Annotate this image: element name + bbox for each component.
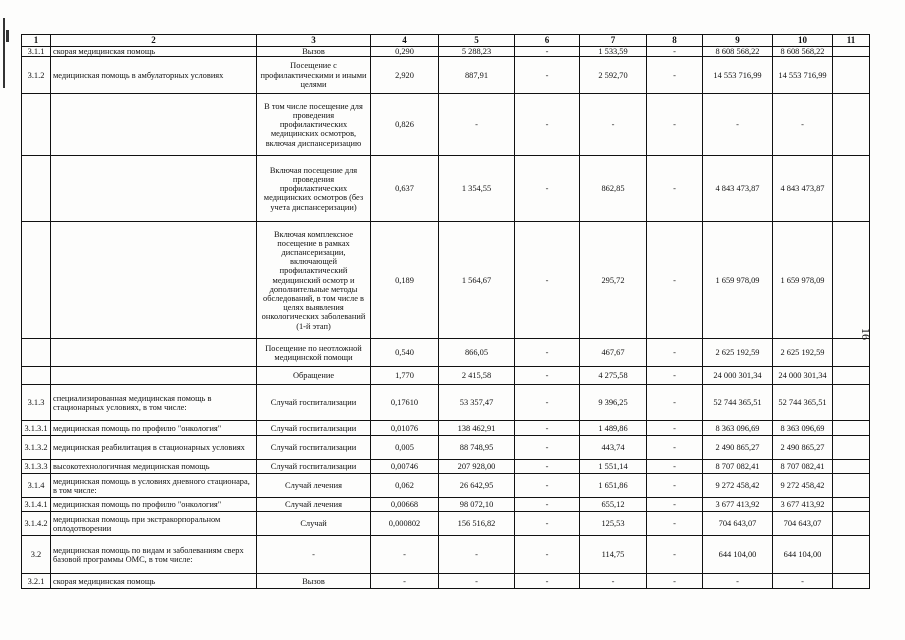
cell-col11: [833, 421, 870, 436]
cell-col8: -: [647, 367, 703, 385]
cell-col6: -: [515, 498, 580, 512]
row-name: специализированная медицинская помощь в стационарных условиях, в том числе:: [51, 385, 257, 421]
cell-col6: -: [515, 156, 580, 222]
cell-col5: -: [439, 574, 515, 589]
cell-col6: -: [515, 47, 580, 57]
cell-col4: 0,000802: [371, 512, 439, 536]
header-cell: 4: [371, 35, 439, 47]
header-cell: 6: [515, 35, 580, 47]
cell-col10: 704 643,07: [773, 512, 833, 536]
cell-col11: [833, 47, 870, 57]
cell-col6: -: [515, 574, 580, 589]
scan-artifact: [3, 18, 5, 88]
row-unit: Случай госпитализации: [257, 421, 371, 436]
cell-col8: -: [647, 421, 703, 436]
row-unit: Случай госпитализации: [257, 436, 371, 460]
cell-col8: -: [647, 498, 703, 512]
row-unit: -: [257, 536, 371, 574]
cell-col5: 156 516,82: [439, 512, 515, 536]
table-row: [22, 367, 870, 385]
cell-col8: -: [647, 156, 703, 222]
scan-artifact: [6, 30, 9, 42]
row-name: медицинская помощь в условиях дневного стационара, в том числе:: [51, 474, 257, 498]
cell-col7: 295,72: [580, 222, 647, 339]
table-row: [22, 385, 870, 421]
row-unit: Включая посещение для проведения профилактических медицинских осмотров (без учета диспансеризации): [257, 156, 371, 222]
row-name: [51, 156, 257, 222]
cell-col9: 14 553 716,99: [703, 57, 773, 94]
cell-col7: 467,67: [580, 339, 647, 367]
cell-col9: 8 363 096,69: [703, 421, 773, 436]
cell-col10: 8 707 082,41: [773, 460, 833, 474]
row-name: медицинская помощь по профилю "онкология": [51, 421, 257, 436]
row-code: [22, 156, 51, 222]
cell-col9: 644 104,00: [703, 536, 773, 574]
cell-col10: 52 744 365,51: [773, 385, 833, 421]
cell-col10: 2 490 865,27: [773, 436, 833, 460]
row-unit: Случай госпитализации: [257, 385, 371, 421]
cell-col6: -: [515, 512, 580, 536]
cell-col11: [833, 385, 870, 421]
row-code: 3.1.4.2: [22, 512, 51, 536]
row-name: [51, 367, 257, 385]
cell-col9: 9 272 458,42: [703, 474, 773, 498]
cell-col10: 4 843 473,87: [773, 156, 833, 222]
cell-col7: -: [580, 94, 647, 156]
row-code: 3.1.3.1: [22, 421, 51, 436]
cell-col6: -: [515, 421, 580, 436]
cell-col7: 114,75: [580, 536, 647, 574]
cell-col5: 1 564,67: [439, 222, 515, 339]
table-row: [22, 47, 870, 57]
cell-col4: 0,637: [371, 156, 439, 222]
cell-col4: 0,01076: [371, 421, 439, 436]
cell-col7: 1 651,86: [580, 474, 647, 498]
cell-col7: 1 551,14: [580, 460, 647, 474]
cell-col11: [833, 498, 870, 512]
row-unit: В том числе посещение для проведения профилактических медицинских осмотров, включая диспансеризацию: [257, 94, 371, 156]
row-unit: Случай лечения: [257, 498, 371, 512]
cell-col10: 644 104,00: [773, 536, 833, 574]
header-cell: 3: [257, 35, 371, 47]
cell-col7: 9 396,25: [580, 385, 647, 421]
header-row: [22, 35, 870, 47]
cell-col9: 704 643,07: [703, 512, 773, 536]
cell-col5: 138 462,91: [439, 421, 515, 436]
cell-col10: -: [773, 574, 833, 589]
cell-col9: 52 744 365,51: [703, 385, 773, 421]
cell-col4: 0,826: [371, 94, 439, 156]
cell-col9: -: [703, 574, 773, 589]
cell-col9: 24 000 301,34: [703, 367, 773, 385]
cell-col8: -: [647, 474, 703, 498]
cell-col8: -: [647, 57, 703, 94]
header-cell: 2: [51, 35, 257, 47]
row-code: 3.1.3: [22, 385, 51, 421]
cell-col7: 1 489,86: [580, 421, 647, 436]
cell-col8: -: [647, 436, 703, 460]
cell-col11: [833, 156, 870, 222]
cell-col7: 862,85: [580, 156, 647, 222]
header-cell: 5: [439, 35, 515, 47]
cell-col8: -: [647, 385, 703, 421]
row-code: 3.2.1: [22, 574, 51, 589]
header-cell: 9: [703, 35, 773, 47]
row-name: скорая медицинская помощь: [51, 574, 257, 589]
cell-col7: 125,53: [580, 512, 647, 536]
cell-col4: 0,290: [371, 47, 439, 57]
row-unit: Вызов: [257, 47, 371, 57]
cell-col10: 9 272 458,42: [773, 474, 833, 498]
cell-col5: -: [439, 94, 515, 156]
table-row: [22, 222, 870, 339]
row-name: [51, 222, 257, 339]
cell-col11: [833, 94, 870, 156]
cell-col6: -: [515, 436, 580, 460]
cell-col4: 0,005: [371, 436, 439, 460]
row-code: [22, 94, 51, 156]
cell-col11: [833, 222, 870, 339]
row-code: 3.2: [22, 536, 51, 574]
row-name: медицинская помощь в амбулаторных условиях: [51, 57, 257, 94]
row-unit: Случай лечения: [257, 474, 371, 498]
header-cell: 7: [580, 35, 647, 47]
header-cell: 8: [647, 35, 703, 47]
cell-col9: 1 659 978,09: [703, 222, 773, 339]
cell-col9: 2 490 865,27: [703, 436, 773, 460]
cell-col6: -: [515, 339, 580, 367]
table-row: [22, 436, 870, 460]
cell-col9: 8 707 082,41: [703, 460, 773, 474]
cell-col6: -: [515, 385, 580, 421]
cell-col9: 3 677 413,92: [703, 498, 773, 512]
cell-col8: -: [647, 536, 703, 574]
cell-col4: -: [371, 574, 439, 589]
cell-col8: -: [647, 460, 703, 474]
row-name: медицинская реабилитация в стационарных условиях: [51, 436, 257, 460]
row-name: медицинская помощь по профилю "онкология": [51, 498, 257, 512]
table-row: [22, 536, 870, 574]
row-code: 3.1.3.2: [22, 436, 51, 460]
table-row: [22, 339, 870, 367]
cell-col5: 207 928,00: [439, 460, 515, 474]
row-unit: Случай: [257, 512, 371, 536]
table-row: [22, 421, 870, 436]
cell-col7: 1 533,59: [580, 47, 647, 57]
table-row: [22, 94, 870, 156]
row-unit: Вызов: [257, 574, 371, 589]
cell-col10: 8 608 568,22: [773, 47, 833, 57]
cell-col11: [833, 339, 870, 367]
cell-col10: -: [773, 94, 833, 156]
cell-col10: 3 677 413,92: [773, 498, 833, 512]
header-cell: 11: [833, 35, 870, 47]
cell-col11: [833, 512, 870, 536]
cell-col5: 98 072,10: [439, 498, 515, 512]
financing-table: [21, 34, 870, 589]
cell-col4: 0,062: [371, 474, 439, 498]
cell-col4: 0,189: [371, 222, 439, 339]
cell-col5: 5 288,23: [439, 47, 515, 57]
row-unit: Посещение по неотложной медицинской помощи: [257, 339, 371, 367]
cell-col4: 2,920: [371, 57, 439, 94]
cell-col8: -: [647, 339, 703, 367]
cell-col6: -: [515, 222, 580, 339]
row-unit: Посещение с профилактическими и иными целями: [257, 57, 371, 94]
row-name: [51, 339, 257, 367]
cell-col7: 4 275,58: [580, 367, 647, 385]
cell-col5: 887,91: [439, 57, 515, 94]
row-code: [22, 339, 51, 367]
cell-col5: 88 748,95: [439, 436, 515, 460]
table-row: [22, 498, 870, 512]
cell-col7: 2 592,70: [580, 57, 647, 94]
row-name: скорая медицинская помощь: [51, 47, 257, 57]
cell-col11: [833, 474, 870, 498]
cell-col10: 1 659 978,09: [773, 222, 833, 339]
row-code: 3.1.3.3: [22, 460, 51, 474]
cell-col8: -: [647, 222, 703, 339]
row-unit: Случай госпитализации: [257, 460, 371, 474]
cell-col10: 8 363 096,69: [773, 421, 833, 436]
cell-col5: 1 354,55: [439, 156, 515, 222]
cell-col11: [833, 460, 870, 474]
row-code: 3.1.4: [22, 474, 51, 498]
cell-col11: [833, 536, 870, 574]
row-name: высокотехнологичная медицинская помощь: [51, 460, 257, 474]
cell-col7: 655,12: [580, 498, 647, 512]
cell-col11: [833, 57, 870, 94]
row-name: медицинская помощь при экстракорпоральном оплодотворении: [51, 512, 257, 536]
cell-col11: [833, 367, 870, 385]
cell-col9: 8 608 568,22: [703, 47, 773, 57]
cell-col5: -: [439, 536, 515, 574]
header-cell: 1: [22, 35, 51, 47]
cell-col4: 0,17610: [371, 385, 439, 421]
table-row: [22, 57, 870, 94]
row-unit: Обращение: [257, 367, 371, 385]
row-name: [51, 94, 257, 156]
cell-col6: -: [515, 474, 580, 498]
cell-col4: 0,00746: [371, 460, 439, 474]
cell-col8: -: [647, 94, 703, 156]
cell-col5: 2 415,58: [439, 367, 515, 385]
cell-col10: 2 625 192,59: [773, 339, 833, 367]
cell-col5: 26 642,95: [439, 474, 515, 498]
cell-col7: 443,74: [580, 436, 647, 460]
cell-col8: -: [647, 574, 703, 589]
cell-col11: [833, 436, 870, 460]
cell-col9: -: [703, 94, 773, 156]
header-cell: 10: [773, 35, 833, 47]
cell-col4: 0,00668: [371, 498, 439, 512]
row-code: [22, 367, 51, 385]
cell-col10: 14 553 716,99: [773, 57, 833, 94]
table-row: [22, 156, 870, 222]
row-name: медицинская помощь по видам и заболеваниям сверх базовой программы ОМС, в том числе:: [51, 536, 257, 574]
cell-col7: -: [580, 574, 647, 589]
cell-col10: 24 000 301,34: [773, 367, 833, 385]
cell-col11: [833, 574, 870, 589]
row-unit: Включая комплексное посещение в рамках диспансеризации, включающей профилактический медицинский осмотр и дополнительные методы обследований, в том числе в целях выявления онкологических заболеваний (1-й этап): [257, 222, 371, 339]
table-row: [22, 474, 870, 498]
cell-col6: -: [515, 94, 580, 156]
cell-col8: -: [647, 512, 703, 536]
row-code: 3.1.1: [22, 47, 51, 57]
cell-col8: -: [647, 47, 703, 57]
cell-col4: -: [371, 536, 439, 574]
row-code: 3.1.4.1: [22, 498, 51, 512]
cell-col5: 866,05: [439, 339, 515, 367]
cell-col6: -: [515, 367, 580, 385]
row-code: [22, 222, 51, 339]
cell-col4: 0,540: [371, 339, 439, 367]
table-row: [22, 512, 870, 536]
table-row: [22, 460, 870, 474]
table-row: [22, 574, 870, 589]
row-code: 3.1.2: [22, 57, 51, 94]
cell-col9: 4 843 473,87: [703, 156, 773, 222]
cell-col6: -: [515, 536, 580, 574]
cell-col4: 1,770: [371, 367, 439, 385]
cell-col9: 2 625 192,59: [703, 339, 773, 367]
page-number: 16: [859, 328, 873, 340]
cell-col5: 53 357,47: [439, 385, 515, 421]
cell-col6: -: [515, 460, 580, 474]
cell-col6: -: [515, 57, 580, 94]
